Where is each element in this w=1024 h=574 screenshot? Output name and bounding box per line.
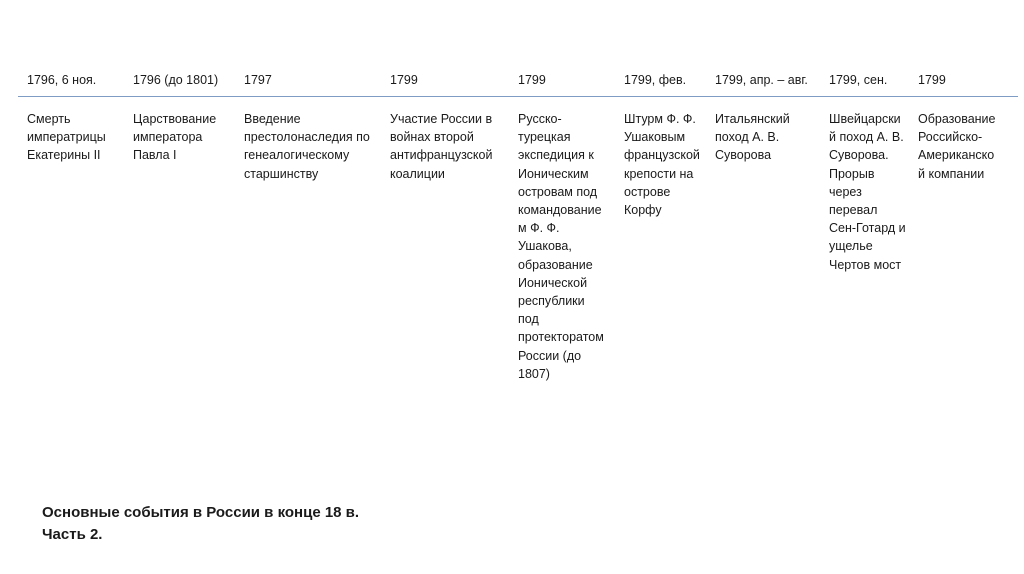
- timeline-event: Смерть императрицы Екатерины II: [27, 112, 106, 163]
- timeline-event: Участие России в войнах второй антифранцузской коалиции: [390, 112, 493, 181]
- timeline-date: 1799, апр. – авг.: [715, 73, 808, 87]
- timeline-event: Русско- турецкая экспедиция к Ионическим островам под командование м Ф. Ф. Ушакова, образование Ионической республики под протекторатом России (до 1807): [518, 112, 604, 381]
- timeline-date: 1799: [918, 73, 946, 87]
- timeline-event: Образование Российско- Американско й компании: [918, 112, 996, 181]
- timeline-date: 1797: [244, 73, 272, 87]
- timeline-event: Введение престолонаследия по генеалогическому старшинству: [244, 112, 370, 181]
- timeline-date: 1799, фев.: [624, 73, 687, 87]
- timeline-date: 1799: [390, 73, 418, 87]
- timeline-divider: [18, 96, 1018, 97]
- timeline-date: 1796 (до 1801): [133, 73, 219, 87]
- slide-caption: Основные события в России в конце 18 в. Часть 2.: [42, 504, 360, 543]
- timeline-date: 1799: [518, 73, 546, 87]
- timeline-event: Штурм Ф. Ф. Ушаковым французской крепости на острове Корфу: [624, 112, 700, 218]
- timeline-event: Царствование императора Павла I: [133, 112, 217, 163]
- timeline-date: 1799, сен.: [829, 73, 888, 87]
- timeline-event: Швейцарски й поход А. В. Суворова. Прорыв через перевал Сен-Готард и ущелье Чертов мост: [829, 112, 906, 272]
- timeline-date: 1796, 6 ноя.: [27, 73, 97, 87]
- timeline-event: Итальянский поход А. В. Суворова: [715, 112, 790, 163]
